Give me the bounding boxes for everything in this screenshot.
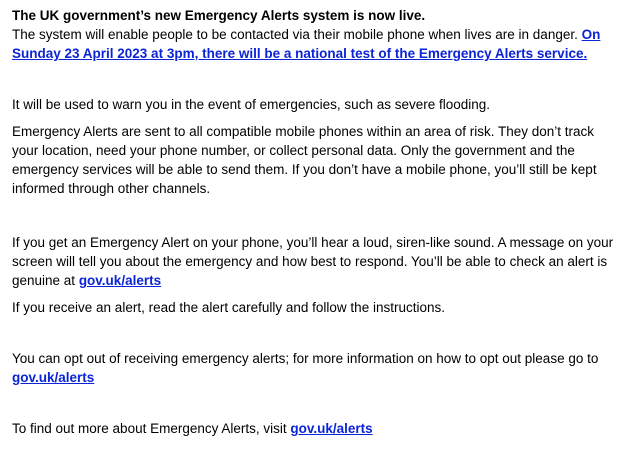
document-body — [12, 6, 620, 438]
get-alert-text: If you get an Emergency Alert on your phone, you’ll hear a loud, siren-like sound. A message on your screen will tell you about the emergency and how best to respond. You’ll be able to check an alert is genuine at — [12, 235, 614, 288]
receive-alert-paragraph: If you receive an alert, read the alert carefully and follow the instructions. — [12, 300, 445, 315]
intro-text: The system will enable people to be contacted via their mobile phone when lives are in danger. — [12, 27, 582, 42]
alerts-sent-paragraph: Emergency Alerts are sent to all compatible mobile phones within an area of risk. They don’t track your location, need your phone number, or collect personal data. Only the government and the emergency services will be able to send them. If you don’t have a mobile phone, you’ll still be kept informed through other channels. — [12, 124, 597, 196]
find-out-paragraph — [12, 419, 620, 438]
gov-uk-alerts-link-2[interactable]: gov.uk/alerts — [12, 370, 95, 385]
warn-paragraph: It will be used to warn you in the event of emergencies, such as severe flooding. — [12, 97, 491, 112]
national-test-link[interactable]: On Sunday 23 April 2023 at 3pm, there will be a national test of the Emergency Alerts service. — [12, 27, 601, 61]
gov-uk-alerts-link-1[interactable]: gov.uk/alerts — [78, 273, 162, 288]
gov-uk-alerts-link-3[interactable]: gov.uk/alerts — [290, 421, 373, 436]
opt-out-paragraph — [12, 349, 620, 387]
find-out-text: To find out more about Emergency Alerts, visit — [12, 421, 291, 436]
opt-out-text: You can opt out of receiving emergency alerts; for more information on how to opt out please go to — [12, 351, 599, 366]
document-title: The UK government’s new Emergency Alerts system is now live. — [12, 8, 426, 23]
intro-paragraph — [12, 25, 620, 63]
get-alert-paragraph — [12, 233, 620, 290]
